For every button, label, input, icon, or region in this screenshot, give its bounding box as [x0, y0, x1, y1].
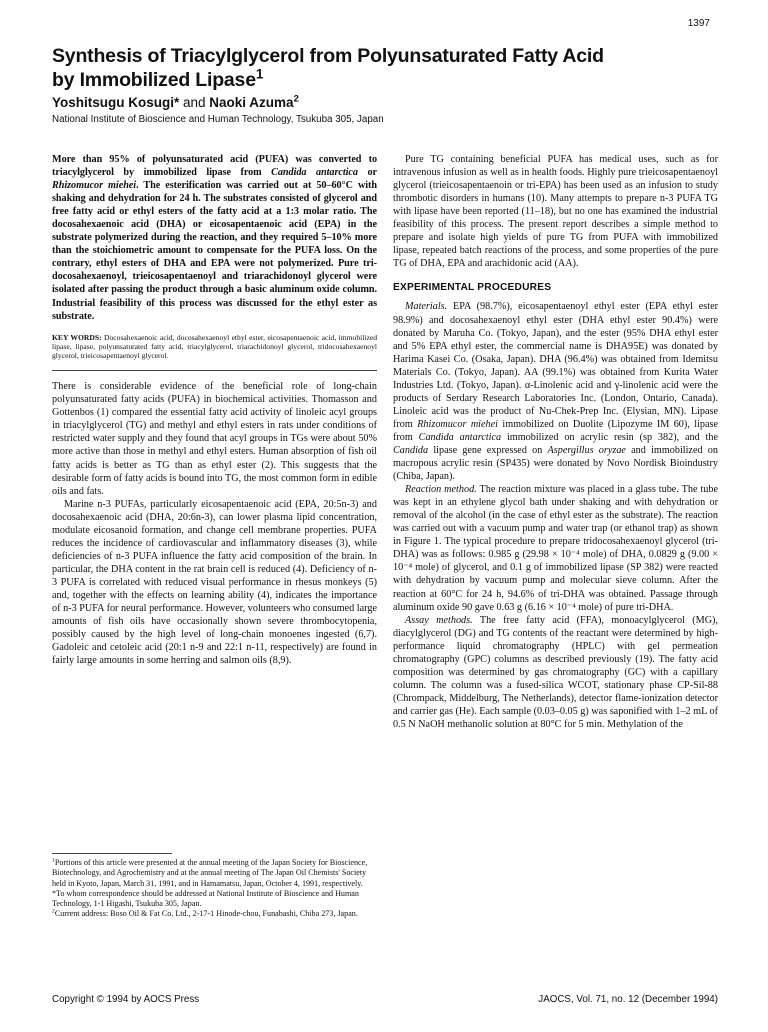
abstract — [52, 153, 377, 323]
materials-text-3: immobilized on acrylic resin (sp 382), and the — [501, 431, 718, 443]
copyright-notice: Copyright © 1994 by AOCS Press — [52, 994, 200, 1005]
reaction-method-text: The reaction mixture was placed in a glass tube. The tube was kept in an ethylene glycol bath under shaking and with dehydration or removal of the alcohol (in the case of ethyl ester as the substrate). The reaction was carried out with a vacuum pump and water trap (or ethanol trap) as shown in Figure 1. The typical procedure to prepare tridocosahexaenoyl glycerol (tri-DHA) was as follows: 0.985 g (29.98 × 10⁻⁴ mole) of DHA, 0.0829 g (9.00 × 10⁻⁴ mole) of glycerol, and 0.1 g of immobilized lipase (SP 382) were reacted with dehydration by vacuum pump and molecular sieve column. After the reaction at 60°C for 24 h, 94.6% of tri-DHA was obtained. Passage through aluminum oxide 90 gave 0.63 g (6.16 × 10⁻⁴ mole) of pure tri-DHA. — [393, 484, 718, 613]
title-line-1: Synthesis of Triacylglycerol from Polyunsaturated Fatty Acid — [52, 45, 604, 67]
keywords-heading: KEY WORDS: — [52, 332, 102, 342]
materials-text-2: immobilized on Duolite (Lipozyme IM 60), lipase from — [393, 418, 718, 443]
abstract-divider — [52, 370, 377, 371]
author-footnote-mark: 2 — [293, 93, 299, 105]
abstract-species-1: Candida antarctica — [271, 167, 358, 179]
section-heading-experimental: EXPERIMENTAL PROCEDURES — [393, 282, 552, 294]
materials-species-2: Candida antarctica — [418, 431, 502, 443]
right-column — [393, 153, 718, 731]
reaction-method-heading: Reaction method. — [405, 484, 477, 496]
journal-citation: JAOCS, Vol. 71, no. 12 (December 1994) — [538, 994, 718, 1005]
footnotes — [52, 853, 377, 920]
footnote-divider — [52, 853, 172, 854]
materials-species-3: Candida — [393, 444, 429, 456]
intro-paragraph-2: Marine n-3 PUFAs, particularly eicosapentaenoic acid (EPA, 20:5n-3) and docosahexaenoic acid (DHA, 20:6n-3), can lower plasma lipid concentration, modulate eicosanoid formation, and change cell membrane properties. PUFA reduces the incidence of cardiovascular and inflammatory diseases (3), while deficiencies of n-3 PUFA influence the fatty acid composition of the brain. In particular, the DHA content in the rat brain cell is reduced (4). Deficiency of n-3 PUFA is correlated with reduced visual performance in rhesus monkeys (5) and, together with the effects on learning ability (4), indicates the importance of n-3 PUFA for neural performance. However, volunteers who consumed large amounts of fish oils have occasionally shown severe thrombocytopenia, possibly caused by the high level of long-chain monoenes ingested (6,7). Gadoleic and cetoleic acid (20:1 n-9 and 22:1 n-11, respectively) are found in fairly large amounts in some herring and salmon oils (8,9). — [52, 498, 377, 667]
reaction-method-paragraph — [393, 483, 718, 613]
footnote-1 — [52, 858, 377, 889]
author-separator: and — [179, 95, 210, 110]
abstract-text-2: . The esterification was carried out at 50–60°C with shaking and dehydration for 24 h. The substrates consisted of glycerol and free fatty acid or ethyl esters of the fatty acid at a 1:3 molar ratio. The docosahexaenoic acid (DHA) or eicosapentaenoic acid (EPA) in the substrate polymerized during the reaction, and they required 5–10% more than the stoichiometric amount to compensate for the PUFA loss. On the contrary, ethyl esters of DHA and EPA were not polymerized. Pure tri-docosahexaenoyl, trieicosapentaenoyl and triarachidonoyl glycerol were isolated after passing the product through a basic aluminum oxide column. Industrial feasibility of this process was discussed for the ethyl ester as substrate. — [52, 180, 377, 322]
keywords — [52, 333, 377, 361]
footnote-2 — [52, 909, 377, 919]
footnote-2-text: Current address: Boso Oil & Fat Co. Ltd., 2-17-1 Hinode-chou, Funabashi, Chiba 273, Japan. — [54, 909, 358, 919]
footnote-1-mark: 1 — [52, 857, 55, 864]
abstract-text-1: More than 95% of polyunsaturated acid (PUFA) was converted to triacylglycerol by immobilized lipase from — [52, 154, 377, 179]
author-azuma: Naoki Azuma — [209, 95, 294, 110]
keywords-text: Docosahexaenoic acid, docosahexaenoyl ethyl ester, eicosapentaenoic acid, immobilized lipase, lipase, polyunsaturated fatty acid, triacylglycerol, triarachidonoyl glycerol, tridocosahexaenoyl glycerol, trieicosapentaenoyl glycerol. — [52, 332, 377, 361]
footnote-2-mark: 2 — [52, 908, 55, 915]
intro-paragraph-3: Pure TG containing beneficial PUFA has medical uses, such as for intravenous infusion as well as in health foods. Highly pure trieicosapentaenoyl glycerol (trieicosapentaenoin or tri-EPA) has been used as an infusion to study thrombotic disorders in humans (10). Many attempts to prepare n-3 PUFA TG with lipase have been reported (11–18), but no one has examined the industrial feasibility of this process. The present report describes a simple method to prepare and isolate high yields of pure TG from PUFA with immobilized lipase, repeated batch reactions of the process, and some properties of the pure TG of DHA, EPA and arachidonic acid (AA). — [393, 154, 718, 270]
author-kosugi: Yoshitsugu Kosugi* — [52, 95, 180, 110]
materials-species-4: Aspergillus oryzae — [547, 444, 626, 456]
assay-methods-paragraph — [393, 614, 718, 731]
intro-paragraph-1: There is considerable evidence of the beneficial role of long-chain polyunsaturated fatty acids (PUFA) in biochemical activities. Thomasson and Gottenbos (1) compared the essential fatty acid activity of linoleic acyl groups in triacylglycerol (TG) and methyl and ethyl esters in rats under conditions of restricted water supply and they found that acyl groups in TGs were about 50% more active than those in methyl and ethyl esters. Human absorption of fish oil fatty acids is better as TG than as ethyl ester (2). This suggests that the desirable form of fatty acids is bound into TG, the most common form in edible oils and fats. — [52, 381, 377, 497]
materials-text-1: EPA (98.7%), eicosapentaenoyl ethyl ester (EPA ethyl ester 98.9%) and docosahexaenoyl ethyl ester (DHA ethyl ester 90.4%) were donated by Maruha Co. (Tokyo, Japan), and the ester (95% DHA ethyl ester and 5% EPA ethyl ester, the commercial name is DHA95E) was donated by Harima Kasei Co. (Osaka, Japan). DHA (96.4%) was obtained from Idemitsu Materials Co. (Tokyo, Japan). AA (99.1%) was obtained from Kurita Water Industries Ltd. (Tokyo, Japan). α-Linolenic acid and γ-linolenic acid were the products of Serdary Research Laboratories Inc. (London, Ontario, Canada). Linoleic acid was the product of Nu-Chek-Prep Inc. (Elysian, MN). Lipase from — [393, 301, 718, 430]
assay-methods-text: The free fatty acid (FFA), monoacylglycerol (MG), diacylglycerol (DG) and TG contents of the reactant were determined by high-performance liquid chromatography (HPLC) with gel permeation chromatography (GPC) columns as described previously (19). The fatty acid composition was determined by gas chromatography (GC) with a capillary column. The column was a fused-silica WCOT, stationary phase CP-Sil-88 (Chrompack, Middelburg, The Netherlands), detector flame-ionization detector and carrier gas (He). Each sample (0.03–0.05 g) was saponified with 1–2 mL of 0.5 N NaOH methanolic solution at 80°C for 5 min. Methylation of the — [393, 614, 718, 730]
author-list — [52, 95, 299, 110]
article-title — [52, 44, 712, 92]
footnote-correspondence: *To whom correspondence should be addressed at National Institute of Bioscience and Human Technology, 1-1 Higashi, Tsukuba 305, Japan. — [52, 888, 359, 909]
materials-paragraph — [393, 300, 718, 483]
materials-text-5: and immobilized on macropous acrylic resin (SP435) were donated by Novo Nordisk Bioindustry (Chiba, Japan). — [393, 444, 718, 483]
assay-methods-heading: Assay methods. — [405, 614, 473, 626]
title-footnote-mark: 1 — [255, 66, 264, 82]
materials-text-4: lipase gene expressed on — [428, 444, 548, 456]
page-number: 1397 — [687, 18, 710, 29]
left-column — [52, 153, 377, 667]
materials-heading: Materials. — [405, 301, 448, 313]
abstract-species-2: Rhizomucor miehei — [52, 180, 137, 192]
title-line-2: by Immobilized Lipase — [52, 69, 256, 91]
materials-species-1: Rhizomucor miehei — [417, 418, 498, 430]
footnote-1-text: Portions of this article were presented at the annual meeting of the Japan Society for Bioscience, Biotechnology, and Agrochemistry and at the annual meeting of The Japan Oil Chemists' Society held in Kyoto, Japan, March 31, 1991, and in Hamamatsu, Japan, October 4, 1991, respectively. — [52, 858, 368, 888]
affiliation: National Institute of Bioscience and Human Technology, Tsukuba 305, Japan — [52, 114, 384, 125]
abstract-text-or: or — [357, 167, 378, 179]
